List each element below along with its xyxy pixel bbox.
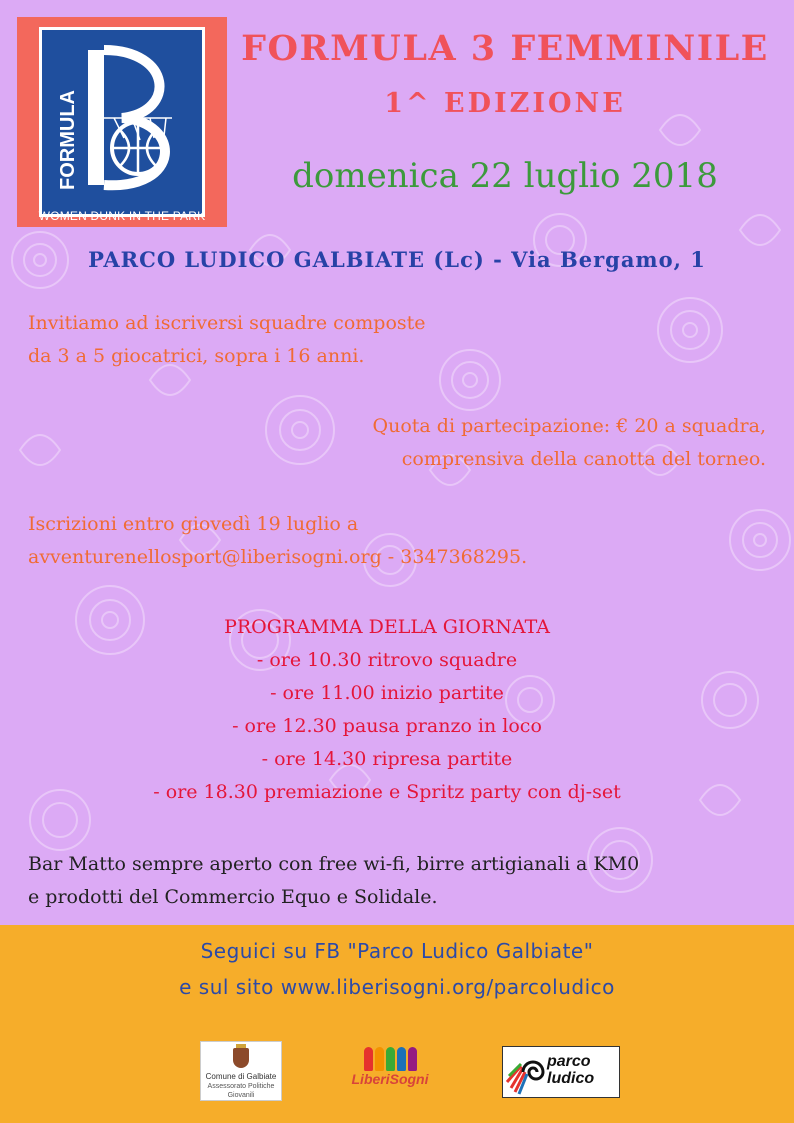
programme-heading: PROGRAMMA DELLA GIORNATA [224,616,550,638]
invite-line-2: da 3 a 5 giocatrici, sopra i 16 anni. [28,345,365,367]
ludico-word: ludico [547,1070,595,1087]
liberisogni-logo [350,1041,430,1101]
programme-item: - ore 10.30 ritrovo squadre [256,649,518,671]
event-title: FORMULA 3 FEMMINILE [241,28,769,69]
programme-item: - ore 18.30 premiazione e Spritz party con dj-set [153,781,621,803]
parco-ludico-logo [502,1046,620,1098]
quota-line-2: comprensiva della canotta del torneo. [401,448,766,470]
programme-item: - ore 12.30 pausa pranzo in loco [232,715,542,737]
logo-blue-panel [39,27,205,217]
bar-paragraph [28,848,748,914]
footer-band [0,925,794,1123]
follow-facebook: Seguici su FB "Parco Ludico Galbiate" [200,939,594,963]
bar-line-2: e prodotti del Commercio Equo e Solidale. [28,886,438,908]
comune-name: Comune di Galbiate [205,1072,277,1081]
programme-section [0,611,774,809]
spiral-icon [505,1048,549,1096]
invite-line-1: Invitiamo ad iscriversi squadre composte [28,312,426,334]
programme-item: - ore 14.30 ripresa partite [261,748,513,770]
bar-line-1: Bar Matto sempre aperto con free wi-fi, birre artigianali a KM0 [28,853,640,875]
signup-line-1: Iscrizioni entro giovedì 19 luglio a [28,513,359,535]
formula-3-logo [17,17,227,227]
follow-text [0,933,794,1005]
comune-office: Assessorato Politiche Giovanili [207,1083,275,1099]
programme-item: - ore 11.00 inizio partite [270,682,504,704]
follow-website[interactable]: e sul sito www.liberisogni.org/parcoludico [179,975,615,999]
event-date: domenica 22 luglio 2018 [292,156,718,196]
parco-word: parco [547,1053,591,1070]
children-figures-icon [350,1041,430,1071]
crest-icon [233,1048,249,1068]
quota-line-1: Quota di partecipazione: € 20 a squadra, [372,415,766,437]
liberisogni-wordmark: LiberiSogni [351,1071,429,1087]
event-edition: 1^ EDIZIONE [384,88,626,119]
invite-paragraph [28,307,548,373]
basketball-b-icon [42,30,202,214]
logo-wordmark: FORMULA [57,90,79,190]
quota-paragraph [266,410,766,476]
event-venue: PARCO LUDICO GALBIATE (Lc) - Via Bergamo, 1 [88,247,706,272]
comune-galbiate-logo [200,1041,282,1101]
logo-tagline: WOMEN DUNK IN THE PARK [38,209,206,223]
parco-ludico-wordmark [547,1053,594,1087]
signup-line-2: avventurenellosport@liberisogni.org - 3347368295. [28,546,528,568]
signup-paragraph [28,508,728,574]
